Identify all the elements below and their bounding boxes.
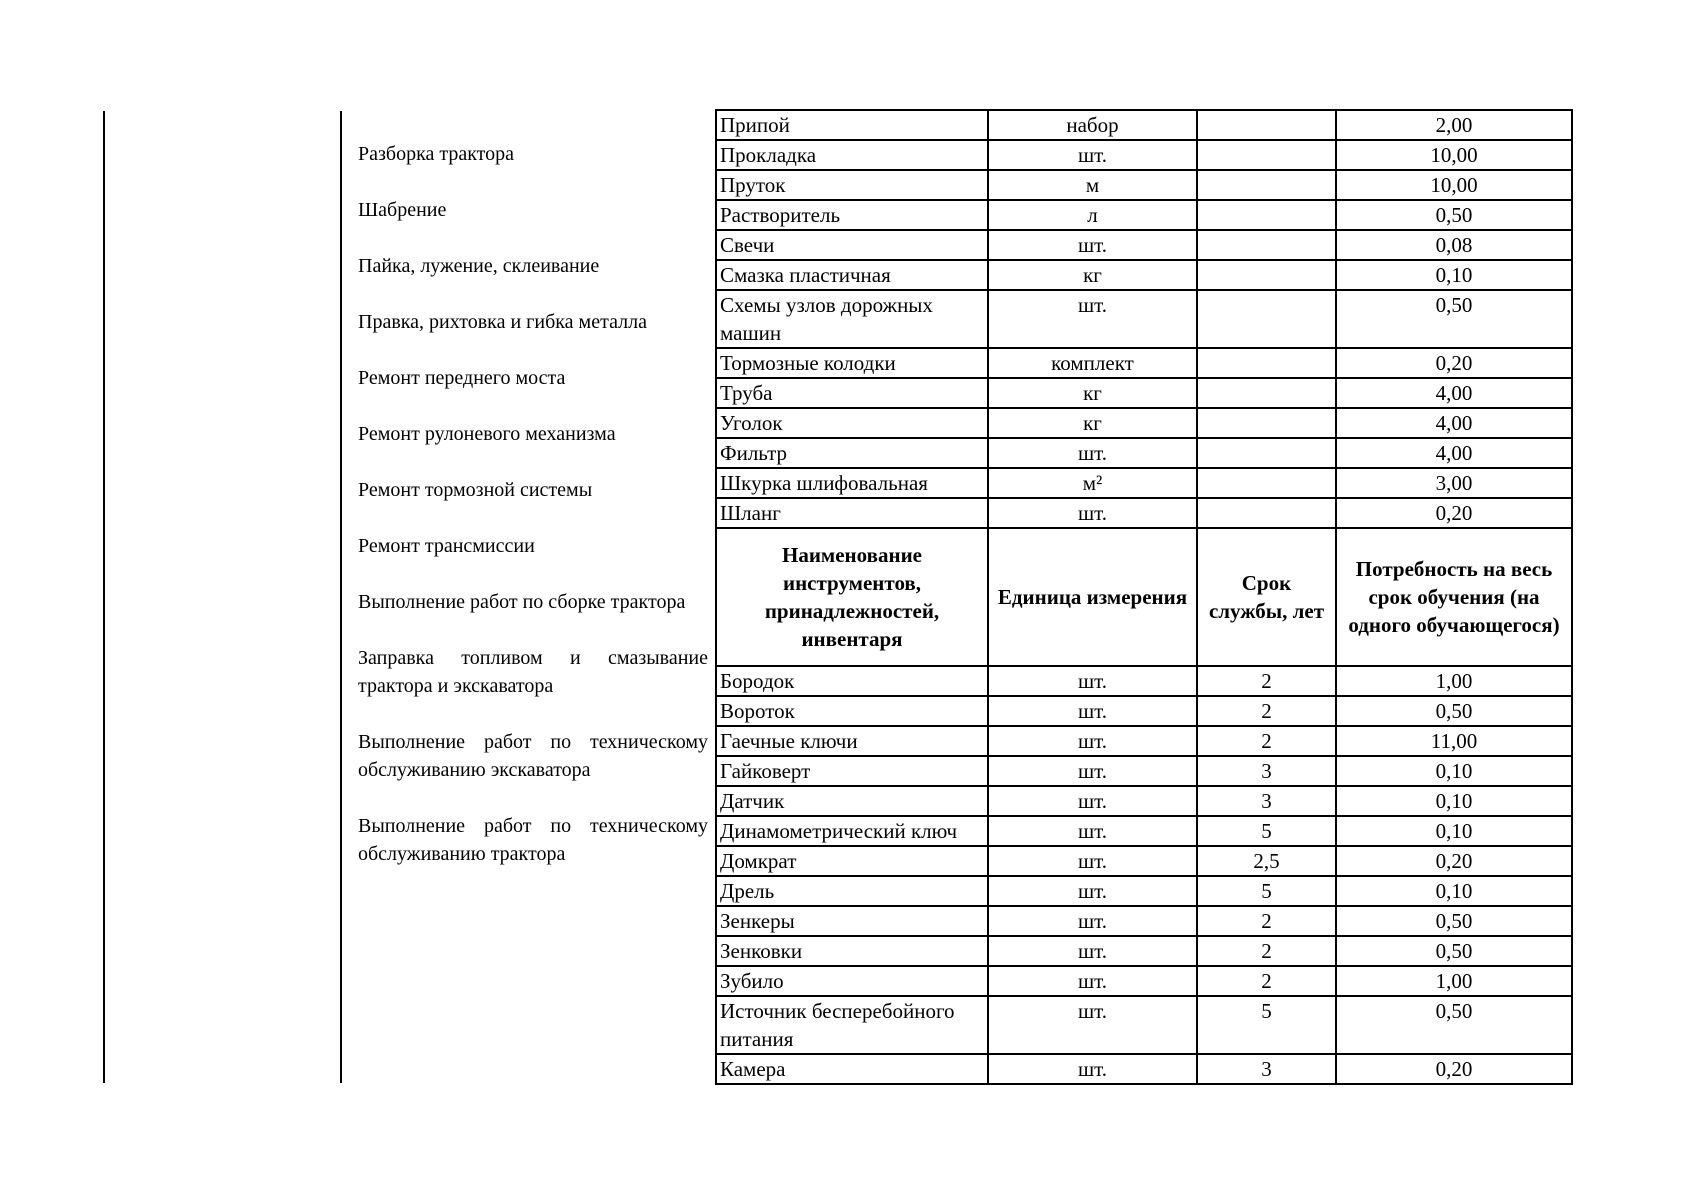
- work-item: Пайка, лужение, склеивание: [358, 255, 600, 277]
- table-row: [716, 468, 1572, 498]
- cell-name: Зенковки: [716, 936, 988, 966]
- cell-life: 2: [1197, 696, 1336, 726]
- cell-unit: шт.: [988, 666, 1197, 696]
- cell-life: 2,5: [1197, 846, 1336, 876]
- cell-life: [1197, 290, 1336, 348]
- cell-name: Гаечные ключи: [716, 726, 988, 756]
- work-item: Ремонт рулоневого механизма: [358, 423, 616, 445]
- cell-unit: шт.: [988, 906, 1197, 936]
- work-item: Ремонт трансмиссии: [358, 535, 535, 557]
- work-item: Ремонт тормозной системы: [358, 479, 593, 501]
- cell-qty: 1,00: [1336, 666, 1572, 696]
- cell-unit: шт.: [988, 290, 1197, 348]
- cell-unit: шт.: [988, 438, 1197, 468]
- cell-qty: 10,00: [1336, 170, 1572, 200]
- work-item: Ремонт переднего моста: [358, 367, 566, 389]
- table-row: [716, 726, 1572, 756]
- table-row: [716, 438, 1572, 468]
- table-row: [716, 816, 1572, 846]
- cell-life: 2: [1197, 936, 1336, 966]
- tools-rows: [716, 666, 1572, 1084]
- materials-rows: [716, 110, 1572, 528]
- table-row: [716, 906, 1572, 936]
- cell-qty: 2,00: [1336, 110, 1572, 140]
- cell-qty: 0,20: [1336, 498, 1572, 528]
- cell-qty: 0,20: [1336, 846, 1572, 876]
- work-item: Выполнение работ по техническому обслуживанию трактора: [358, 815, 708, 865]
- cell-qty: 10,00: [1336, 140, 1572, 170]
- cell-name: Свечи: [716, 230, 988, 260]
- cell-life: 5: [1197, 876, 1336, 906]
- table-row: [716, 110, 1572, 140]
- tools-header: [716, 528, 1572, 666]
- cell-qty: 0,10: [1336, 756, 1572, 786]
- cell-name: Уголок: [716, 408, 988, 438]
- cell-life: [1197, 200, 1336, 230]
- cell-life: 5: [1197, 816, 1336, 846]
- cell-name: Бородок: [716, 666, 988, 696]
- cell-name: Источник бесперебойного питания: [716, 996, 988, 1054]
- cell-name: Динамометрический ключ: [716, 816, 988, 846]
- table-row: [716, 378, 1572, 408]
- cell-unit: кг: [988, 260, 1197, 290]
- equipment-table: [715, 109, 1573, 1085]
- cell-qty: 11,00: [1336, 726, 1572, 756]
- table-row: [716, 666, 1572, 696]
- cell-unit: комплект: [988, 348, 1197, 378]
- cell-name: Тормозные колодки: [716, 348, 988, 378]
- table-row: [716, 966, 1572, 996]
- cell-unit: шт.: [988, 1054, 1197, 1084]
- cell-life: [1197, 230, 1336, 260]
- cell-name: Гайковерт: [716, 756, 988, 786]
- works-list: [358, 140, 708, 896]
- cell-unit: шт.: [988, 498, 1197, 528]
- table-row: [716, 408, 1572, 438]
- cell-name: Растворитель: [716, 200, 988, 230]
- cell-name: Домкрат: [716, 846, 988, 876]
- cell-name: Фильтр: [716, 438, 988, 468]
- cell-name: Шланг: [716, 498, 988, 528]
- cell-name: Шкурка шлифовальная: [716, 468, 988, 498]
- cell-life: [1197, 408, 1336, 438]
- cell-name: Камера: [716, 1054, 988, 1084]
- header-name: Наименование инструментов, принадлежностей, инвентаря: [716, 528, 988, 666]
- cell-qty: 0,10: [1336, 816, 1572, 846]
- cell-qty: 0,20: [1336, 348, 1572, 378]
- cell-life: [1197, 110, 1336, 140]
- header-qty: Потребность на весь срок обучения (на одного обучающегося): [1336, 528, 1572, 666]
- cell-unit: набор: [988, 110, 1197, 140]
- cell-name: Зенкеры: [716, 906, 988, 936]
- table-row: [716, 260, 1572, 290]
- cell-unit: шт.: [988, 846, 1197, 876]
- header-life: Срок службы, лет: [1197, 528, 1336, 666]
- cell-life: 3: [1197, 756, 1336, 786]
- cell-name: Зубило: [716, 966, 988, 996]
- cell-unit: шт.: [988, 726, 1197, 756]
- cell-life: 2: [1197, 726, 1336, 756]
- cell-unit: шт.: [988, 876, 1197, 906]
- cell-unit: шт.: [988, 230, 1197, 260]
- work-item: Правка, рихтовка и гибка металла: [358, 311, 647, 333]
- cell-life: [1197, 378, 1336, 408]
- header-unit: Единица измерения: [988, 528, 1197, 666]
- table-row: [716, 756, 1572, 786]
- table-row: [716, 936, 1572, 966]
- cell-life: 2: [1197, 666, 1336, 696]
- cell-name: Пруток: [716, 170, 988, 200]
- cell-qty: 1,00: [1336, 966, 1572, 996]
- cell-name: Припой: [716, 110, 988, 140]
- table-row: [716, 200, 1572, 230]
- cell-unit: шт.: [988, 786, 1197, 816]
- cell-life: [1197, 140, 1336, 170]
- table-row: [716, 876, 1572, 906]
- cell-name: Труба: [716, 378, 988, 408]
- cell-life: [1197, 260, 1336, 290]
- cell-unit: шт.: [988, 966, 1197, 996]
- cell-unit: шт.: [988, 756, 1197, 786]
- cell-name: Дрель: [716, 876, 988, 906]
- work-item: Выполнение работ по техническому обслуживанию экскаватора: [358, 731, 708, 781]
- cell-qty: 0,20: [1336, 1054, 1572, 1084]
- cell-qty: 0,50: [1336, 200, 1572, 230]
- cell-unit: шт.: [988, 140, 1197, 170]
- cell-qty: 3,00: [1336, 468, 1572, 498]
- cell-qty: 0,10: [1336, 260, 1572, 290]
- table-row: [716, 498, 1572, 528]
- cell-life: [1197, 170, 1336, 200]
- cell-name: Схемы узлов дорожных машин: [716, 290, 988, 348]
- cell-unit: кг: [988, 378, 1197, 408]
- table-row: [716, 140, 1572, 170]
- cell-unit: кг: [988, 408, 1197, 438]
- cell-life: [1197, 438, 1336, 468]
- table-row: [716, 290, 1572, 348]
- cell-name: Вороток: [716, 696, 988, 726]
- cell-life: 3: [1197, 1054, 1336, 1084]
- cell-life: 2: [1197, 966, 1336, 996]
- work-item: Выполнение работ по сборке трактора: [358, 591, 686, 613]
- cell-qty: 0,10: [1336, 786, 1572, 816]
- cell-life: [1197, 348, 1336, 378]
- tools-header-row: [716, 528, 1572, 666]
- cell-qty: 4,00: [1336, 378, 1572, 408]
- cell-unit: л: [988, 200, 1197, 230]
- cell-qty: 0,50: [1336, 936, 1572, 966]
- left-border-line: [103, 111, 105, 1083]
- work-item: Заправка топливом и смазывание трактора и экскаватора: [358, 647, 708, 697]
- cell-name: Прокладка: [716, 140, 988, 170]
- cell-unit: шт.: [988, 696, 1197, 726]
- cell-life: 5: [1197, 996, 1336, 1054]
- cell-qty: 0,50: [1336, 696, 1572, 726]
- cell-qty: 0,10: [1336, 876, 1572, 906]
- cell-unit: шт.: [988, 816, 1197, 846]
- cell-unit: шт.: [988, 996, 1197, 1054]
- table-row: [716, 996, 1572, 1054]
- table-row: [716, 170, 1572, 200]
- cell-unit: шт.: [988, 936, 1197, 966]
- column-separator-line: [340, 111, 342, 1083]
- table-row: [716, 786, 1572, 816]
- cell-qty: 0,08: [1336, 230, 1572, 260]
- cell-life: [1197, 498, 1336, 528]
- cell-qty: 4,00: [1336, 438, 1572, 468]
- table-row: [716, 1054, 1572, 1084]
- table-row: [716, 846, 1572, 876]
- cell-qty: 0,50: [1336, 290, 1572, 348]
- cell-qty: 0,50: [1336, 906, 1572, 936]
- cell-qty: 0,50: [1336, 996, 1572, 1054]
- cell-unit: м: [988, 170, 1197, 200]
- table-row: [716, 348, 1572, 378]
- cell-unit: м²: [988, 468, 1197, 498]
- table-row: [716, 696, 1572, 726]
- cell-life: [1197, 468, 1336, 498]
- cell-life: 2: [1197, 906, 1336, 936]
- cell-name: Смазка пластичная: [716, 260, 988, 290]
- cell-life: 3: [1197, 786, 1336, 816]
- work-item: Шабрение: [358, 199, 447, 221]
- table-row: [716, 230, 1572, 260]
- cell-qty: 4,00: [1336, 408, 1572, 438]
- work-item: Разборка трактора: [358, 143, 515, 165]
- cell-name: Датчик: [716, 786, 988, 816]
